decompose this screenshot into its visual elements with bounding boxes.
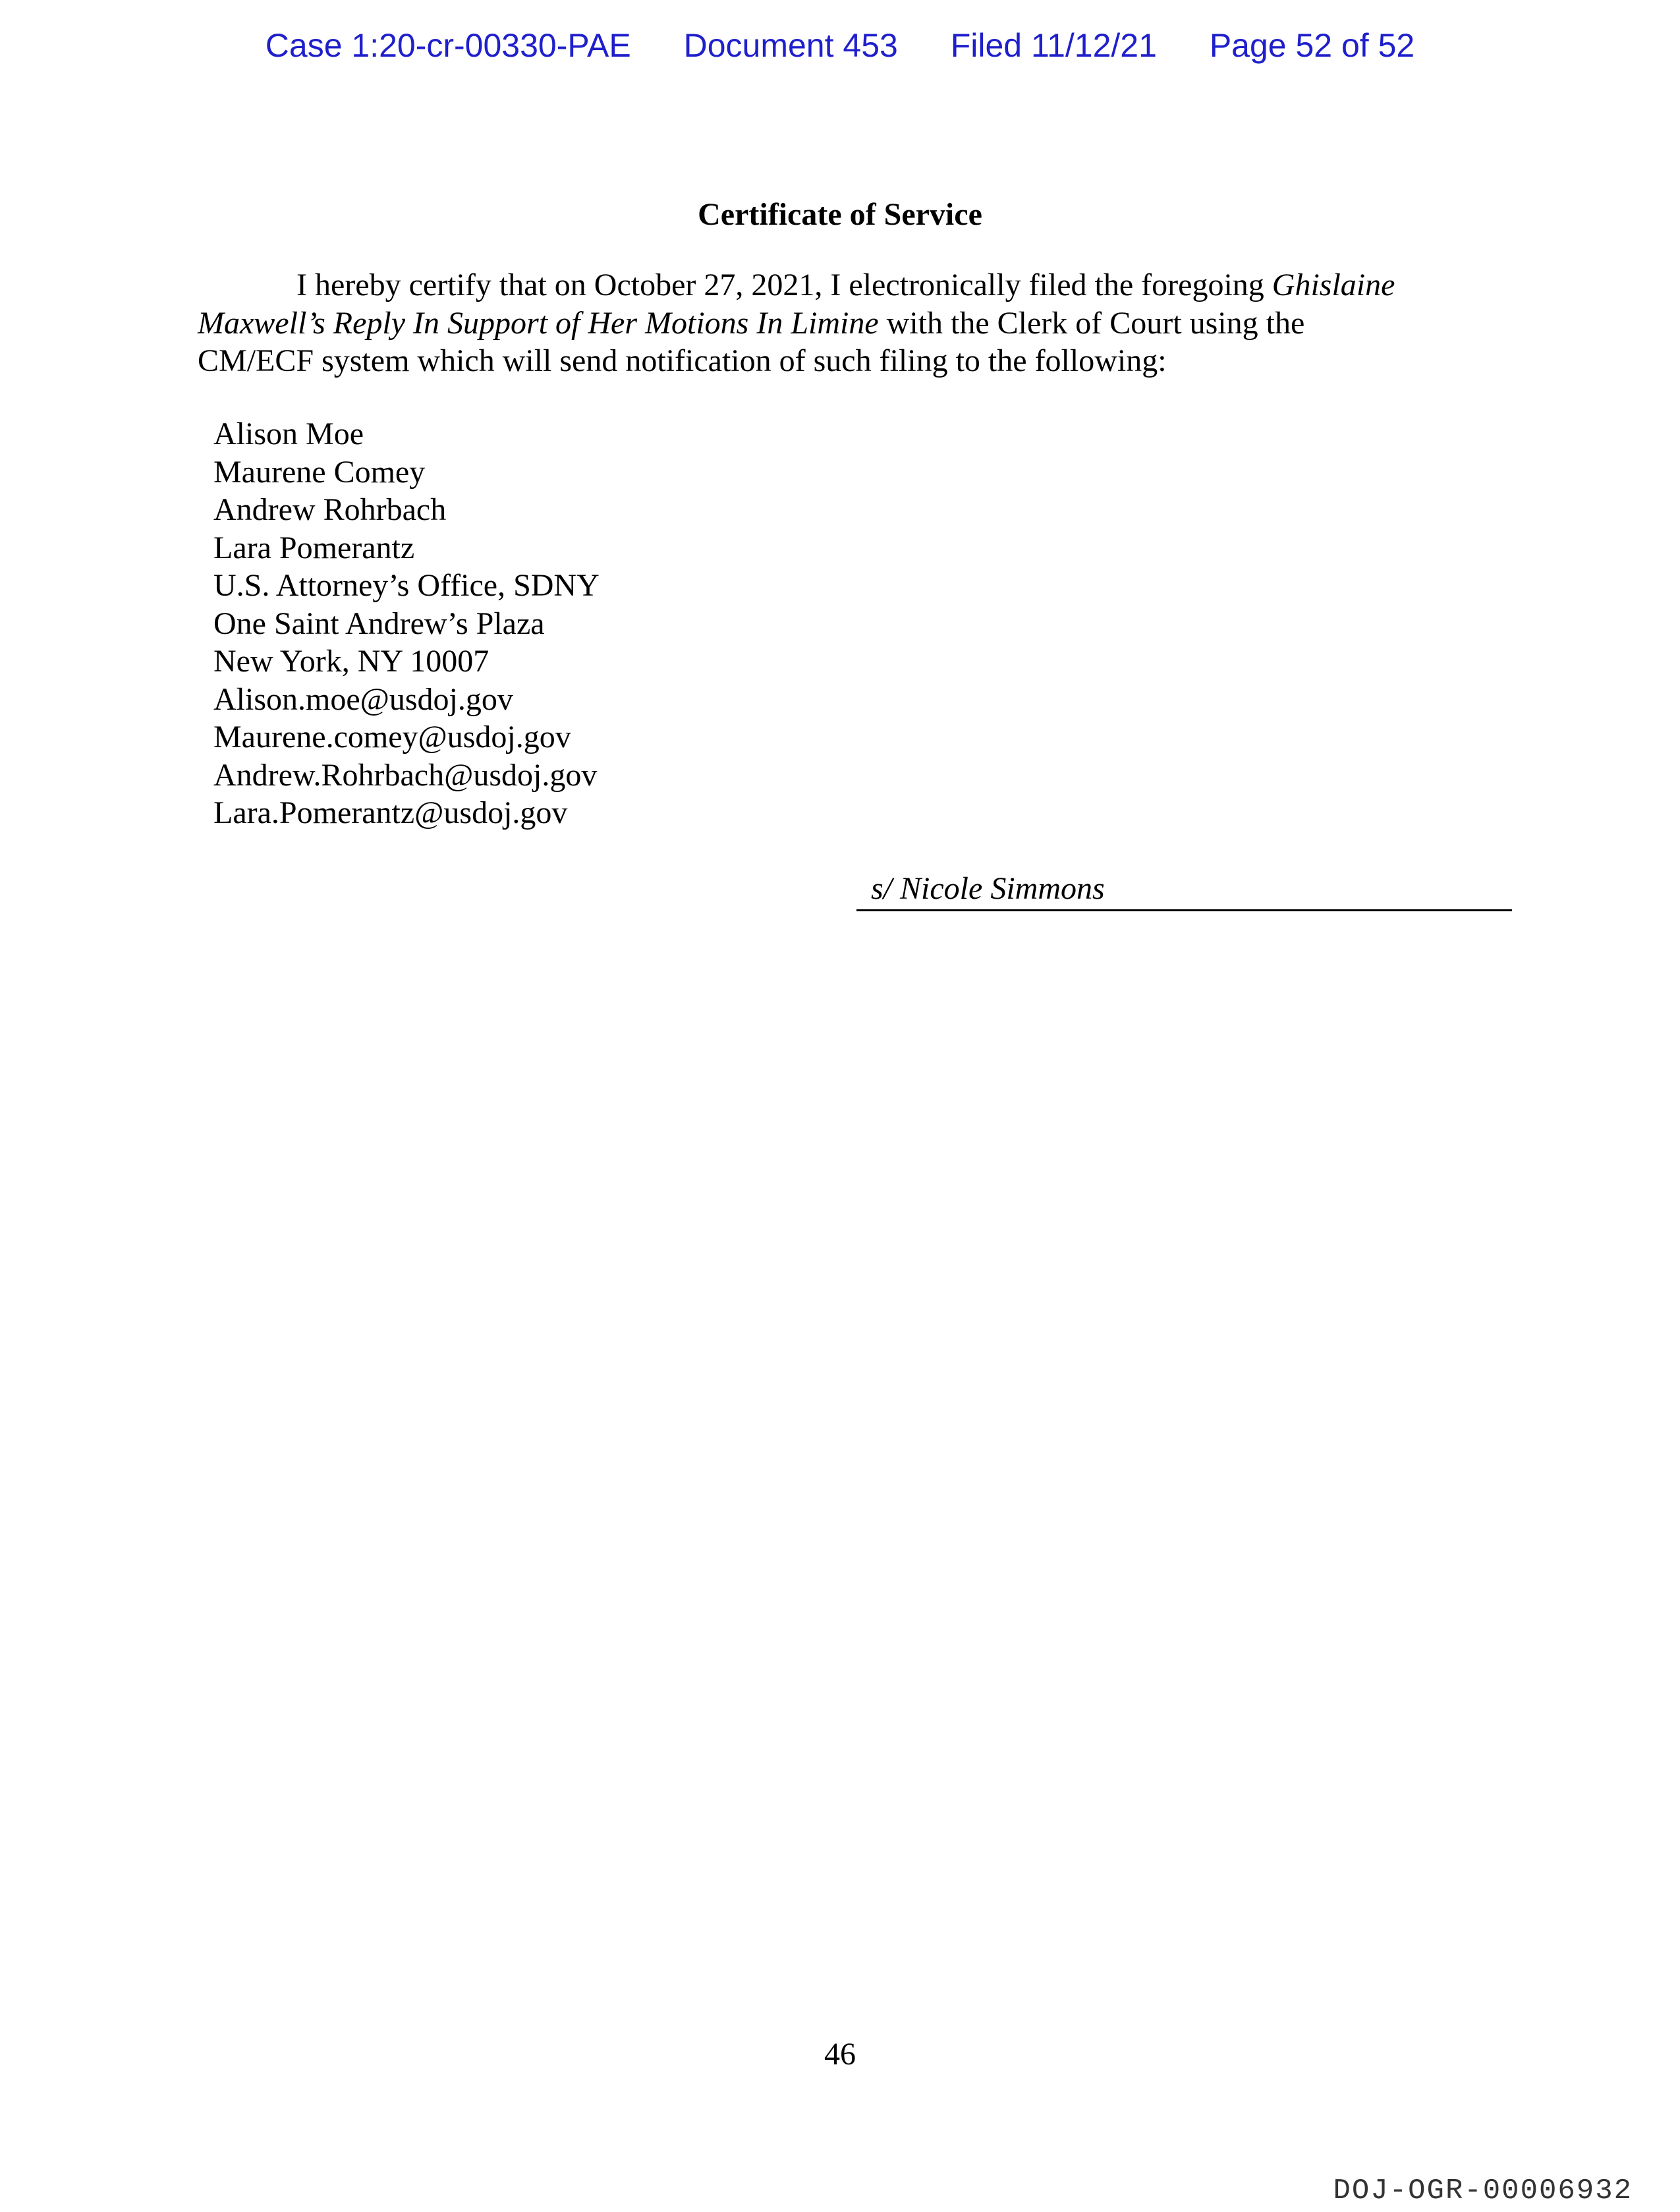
certification-line-1 [198,266,1482,304]
recipient-line: Lara Pomerantz [213,530,415,565]
recipient-line: U.S. Attorney’s Office, SDNY [213,568,600,603]
bates-number: DOJ-OGR-00006932 [1333,2174,1633,2207]
certification-paragraph [198,266,1482,380]
signature-line: s/ Nicole Simmons [856,868,1512,911]
motion-title-part-2: Maxwell’s Reply In Support of Her Motions In Limine [198,305,879,341]
recipient-line: New York, NY 10007 [213,644,490,679]
certification-line-2-text: with the Clerk of Court using the [878,305,1305,341]
document-number: Document 453 [683,27,898,64]
recipient-email: Lara.Pomerantz@usdoj.gov [213,795,568,830]
certification-line-3 [198,342,1482,380]
page-indicator: Page 52 of 52 [1209,27,1415,64]
case-header [0,26,1680,65]
case-number: Case 1:20-cr-00330-PAE [265,27,631,64]
recipient-line: Andrew Rohrbach [213,492,447,527]
document-title: Certificate of Service [698,197,982,232]
certification-line-3-text: CM/ECF system which will send notification of such filing to the following: [198,343,1167,378]
recipient-email: Alison.moe@usdoj.gov [213,681,513,717]
filed-date: Filed 11/12/21 [950,27,1157,64]
recipient-email: Maurene.comey@usdoj.gov [213,720,571,754]
recipient-line: One Saint Andrew’s Plaza [213,606,545,641]
recipient-line: Alison Moe [213,416,364,451]
recipient-line: Maurene Comey [213,454,426,490]
recipient-email: Andrew.Rohrbach@usdoj.gov [213,757,598,793]
recipient-list [213,415,600,832]
certification-line-2 [198,304,1482,343]
certification-line-1-text: I hereby certify that on October 27, 2021, I electronically filed the foregoing [296,268,1272,302]
page-number: 46 [824,2037,856,2072]
motion-title-part-1: Ghislaine [1272,268,1395,302]
